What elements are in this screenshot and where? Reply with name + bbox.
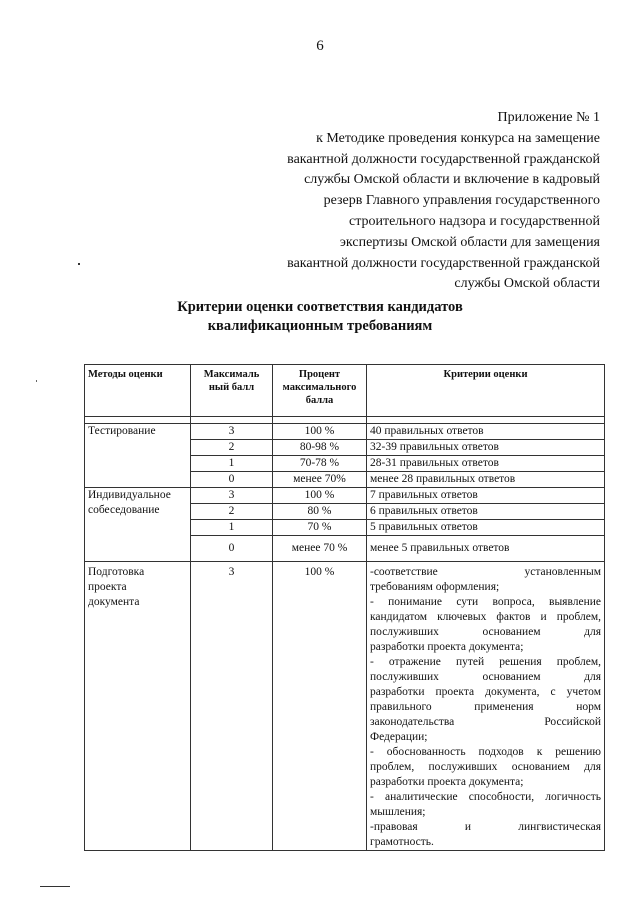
percent-cell: 80-98 %: [273, 440, 367, 456]
criteria-line: проблем, послуживших основанием для: [370, 761, 601, 773]
header-percent: [273, 365, 367, 417]
appendix-line: вакантной должности государственной гражданской: [287, 255, 600, 271]
method-document: [85, 562, 191, 851]
criteria-line: кандидатом ключевых фактов и проблем,: [370, 611, 601, 623]
score-cell: 3: [191, 424, 273, 440]
criteria-line: разработки проекта документа;: [370, 776, 524, 788]
score-cell: 3: [191, 562, 273, 851]
criteria-cell-long: [367, 562, 605, 851]
criteria-line: послуживших основанием для: [370, 671, 601, 683]
percent-cell: 70-78 %: [273, 456, 367, 472]
header-percent-line: Процент: [298, 369, 341, 380]
criteria-line: разработки проекта документа;: [370, 641, 524, 653]
criteria-line: мышления;: [370, 806, 426, 818]
header-criteria-label: Критерии оценки: [443, 369, 528, 380]
header-max-score-line: Максималь: [203, 369, 260, 380]
method-label-line: Индивидуальное: [88, 489, 171, 501]
footnote-rule: [40, 886, 70, 887]
criteria-line: - обоснованность подходов к решению: [370, 746, 601, 758]
method-label-line: собеседование: [88, 504, 160, 516]
percent-cell: 70 %: [273, 520, 367, 536]
header-method: [85, 365, 191, 417]
appendix-line: строительного надзора и государственной: [348, 213, 600, 229]
percent-cell: 100 %: [273, 424, 367, 440]
criteria-line: требованиям оформления;: [370, 581, 500, 593]
header-max-score-line: ный балл: [208, 382, 255, 393]
appendix-line: к Методике проведения конкурса на замещение: [316, 130, 600, 146]
criteria-line: -соответствие установленным: [370, 566, 601, 578]
table-header-row: [85, 365, 605, 417]
score-cell: 2: [191, 440, 273, 456]
method-label-line: документа: [88, 596, 140, 608]
criteria-cell: 7 правильных ответов: [367, 488, 605, 504]
score-cell: 3: [191, 488, 273, 504]
criteria-cell: 6 правильных ответов: [367, 504, 605, 520]
header-criteria: [367, 365, 605, 417]
percent-cell: менее 70 %: [273, 536, 367, 562]
method-label-line: Подготовка: [88, 566, 145, 578]
criteria-line: правильного применения норм: [370, 701, 601, 713]
appendix-line: службы Омской области и включение в кадровый: [304, 172, 600, 188]
criteria-line: Федерации;: [370, 731, 428, 743]
table-row: [85, 488, 605, 504]
percent-cell: 80 %: [273, 504, 367, 520]
score-cell: 1: [191, 456, 273, 472]
method-interview: [85, 488, 191, 562]
header-max-score: [191, 365, 273, 417]
criteria-line: законодательства Российской: [370, 716, 601, 728]
criteria-cell: менее 28 правильных ответов: [367, 472, 605, 488]
score-cell: 2: [191, 504, 273, 520]
score-cell: 1: [191, 520, 273, 536]
table-row: [85, 562, 605, 851]
spacer-row: [85, 417, 605, 424]
method-label: Тестирование: [88, 425, 156, 437]
percent-cell: 100 %: [273, 562, 367, 851]
percent-cell: 100 %: [273, 488, 367, 504]
title-line: квалификационным требованиям: [207, 318, 433, 334]
document-title: [0, 298, 640, 336]
criteria-cell: 5 правильных ответов: [367, 520, 605, 536]
criteria-line: -правовая и лингвистическая: [370, 821, 601, 833]
criteria-cell: 40 правильных ответов: [367, 424, 605, 440]
page-number: 6: [316, 38, 324, 54]
appendix-line: вакантной должности государственной гражданской: [287, 151, 600, 167]
criteria-cell: 28-31 правильных ответов: [367, 456, 605, 472]
scan-artifact: [36, 380, 37, 382]
criteria-line: послуживших основанием для: [370, 626, 601, 638]
criteria-line: грамотность.: [370, 836, 434, 848]
criteria-cell: 32-39 правильных ответов: [367, 440, 605, 456]
appendix-line: Приложение № 1: [497, 110, 600, 125]
appendix-header: [180, 108, 600, 295]
criteria-line: - аналитические способности, логичность: [370, 791, 601, 803]
percent-cell: менее 70%: [273, 472, 367, 488]
header-method-label: Методы оценки: [88, 369, 163, 380]
header-percent-line: балла: [305, 395, 334, 406]
criteria-line: - отражение путей решения проблем,: [370, 656, 601, 668]
method-testing: [85, 424, 191, 488]
criteria-line: разработки проекта документа, с учетом: [370, 686, 601, 698]
criteria-table: [84, 364, 605, 851]
header-percent-line: максимального: [282, 382, 357, 393]
score-cell: 0: [191, 472, 273, 488]
table-row: [85, 424, 605, 440]
scan-artifact: [78, 263, 80, 265]
title-line: Критерии оценки соответствия кандидатов: [177, 299, 463, 315]
appendix-line: экспертизы Омской области для замещения: [339, 234, 600, 250]
score-cell: 0: [191, 536, 273, 562]
appendix-line: службы Омской области: [454, 276, 600, 292]
criteria-line: - понимание сути вопроса, выявление: [370, 596, 601, 608]
method-label-line: проекта: [88, 581, 127, 593]
criteria-cell: менее 5 правильных ответов: [367, 536, 605, 562]
appendix-line: резерв Главного управления государственного: [323, 193, 600, 209]
